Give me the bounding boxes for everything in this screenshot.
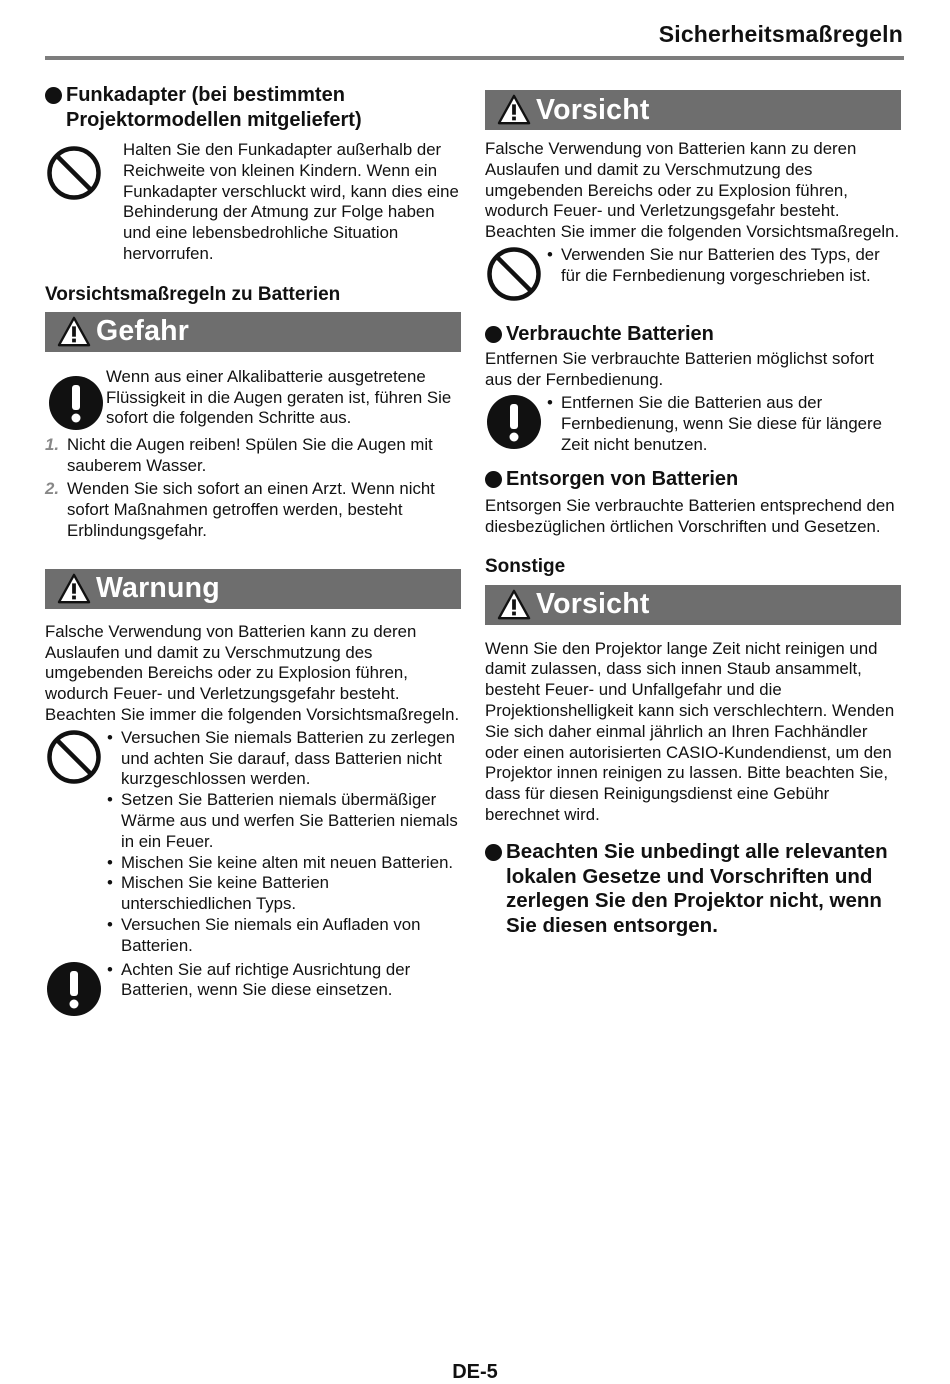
used-batteries-notice bbox=[485, 393, 901, 455]
caution-banner-label: Vorsicht bbox=[536, 588, 650, 621]
exclamation-icon bbox=[45, 375, 107, 431]
used-batteries-text: Entfernen Sie verbrauchte Batterien möglichst sofort aus der Fernbedienung. bbox=[485, 349, 874, 390]
warning-banner bbox=[45, 569, 461, 609]
list-item: • Mischen Sie keine alten mit neuen Batterien. bbox=[107, 853, 461, 874]
danger-step: 2. Wenden Sie sich sofort an einen Arzt. Wenn nicht sofort Maßnahmen getroffen werden, besteht Erblindungsgefahr. bbox=[45, 479, 435, 540]
prohibited-list bbox=[103, 728, 461, 957]
caution-text: Falsche Verwendung von Batterien kann zu deren Auslaufen und damit zu Verschmutzung des umgebenden Bereichs oder zu Explosion führen, wodurch Feuer- und Verletzungsgefahr besteht. Beachten Sie immer die folgenden Vorsichtsmaßregeln. bbox=[485, 139, 900, 242]
prohibited-icon bbox=[485, 246, 543, 302]
radio-adapter-text: Halten Sie den Funkadapter außerhalb der Reichweite von kleinen Kindern. Wenn ein Funkadapter verschluckt wird, kann dies eine Behinderung der Atmung zur Folge haben und eine lebensbedrohliche Situation hervorrufen. bbox=[123, 140, 459, 263]
caution-banner bbox=[485, 585, 901, 625]
prohibited-icon bbox=[45, 145, 103, 201]
page-number: DE-5 bbox=[452, 1361, 498, 1383]
other-heading: Sonstige bbox=[485, 555, 566, 577]
right-column bbox=[485, 80, 901, 939]
danger-banner bbox=[45, 312, 461, 352]
header-rule bbox=[45, 56, 904, 60]
warning-triangle-icon bbox=[57, 316, 91, 348]
danger-banner-label: Gefahr bbox=[96, 315, 190, 348]
disposal-text: Entsorgen Sie verbrauchte Batterien entsprechend den diesbezüglichen örtlichen Vorschriften und Gesetzen. bbox=[485, 495, 895, 536]
danger-notice bbox=[45, 367, 461, 431]
prohibited-icon bbox=[45, 729, 103, 785]
danger-text: Wenn aus einer Alkalibatterie ausgetretene Flüssigkeit in die Augen geraten ist, führen Sie sofort die folgenden Schritte aus. bbox=[106, 366, 452, 428]
cleaning-text: Wenn Sie den Projektor lange Zeit nicht reinigen und damit zulassen, dass sich innen Staub ansammelt, besteht Feuer- und Unfallgefahr und die Projektionshelligkeit kann sich verschlechtern. Wenden Sie sich daher einmal jährlich an Ihren Fachhändler oder einen autorisierten CASIO-Kundendienst, um den Projektor innen reinigen zu lassen. Bitte beachten Sie, dass für diesen Reinigungsdienst eine Gebühr berechnet wird. bbox=[485, 638, 895, 824]
list-item: • Achten Sie auf richtige Ausrichtung der Batterien, wenn Sie diese einsetzen. bbox=[107, 960, 461, 1002]
warning-mandatory bbox=[45, 960, 461, 1017]
list-item: • Entfernen Sie die Batterien aus der Fernbedienung, wenn Sie diese für längere Zeit nicht benutzen. bbox=[547, 393, 901, 455]
list-item: • Setzen Sie Batterien niemals übermäßiger Wärme aus und werfen Sie Batterien niemals in ein Feuer. bbox=[107, 790, 461, 852]
danger-steps bbox=[45, 435, 461, 542]
danger-step: 1. Nicht die Augen reiben! Spülen Sie die Augen mit sauberem Wasser. bbox=[45, 434, 433, 475]
warning-triangle-icon bbox=[57, 573, 91, 605]
warning-triangle-icon bbox=[497, 94, 531, 126]
list-item: • Verwenden Sie nur Batterien des Typs, der für die Fernbedienung vorgeschrieben ist. bbox=[547, 245, 901, 287]
exclamation-icon bbox=[485, 394, 543, 450]
bullet-dot-icon bbox=[485, 471, 502, 488]
disposal-heading-text: Entsorgen von Batterien bbox=[506, 468, 739, 491]
bullet-dot-icon bbox=[485, 326, 502, 343]
final-notice-heading bbox=[485, 840, 901, 939]
caution-list bbox=[543, 245, 901, 287]
warning-triangle-icon bbox=[497, 589, 531, 621]
page-header-title: Sicherheitsmaßregeln bbox=[658, 21, 903, 47]
caution-banner-label: Vorsicht bbox=[536, 93, 650, 126]
radio-adapter-heading-text: Funkadapter (bei bestimmten Projektormodellen mitgeliefert) bbox=[66, 84, 362, 131]
warning-banner-label: Warnung bbox=[96, 572, 220, 605]
list-item: • Mischen Sie keine Batterien unterschiedlichen Typs. bbox=[107, 873, 461, 915]
exclamation-icon bbox=[45, 961, 103, 1017]
caution-banner bbox=[485, 90, 901, 130]
list-item: • Versuchen Sie niemals ein Aufladen von Batterien. bbox=[107, 915, 461, 957]
warning-prohibited bbox=[45, 728, 461, 957]
used-batteries-heading-text: Verbrauchte Batterien bbox=[506, 322, 714, 345]
left-column bbox=[45, 80, 461, 1017]
caution-prohibited bbox=[485, 245, 901, 302]
used-batteries-list bbox=[543, 393, 901, 455]
warning-text: Falsche Verwendung von Batterien kann zu deren Auslaufen und damit zu Verschmutzung des umgebenden Bereichs oder zu Explosion führen, wodurch Feuer- und Verletzungsgefahr besteht. Beachten Sie immer die folgenden Vorsichtsmaßregeln. bbox=[45, 621, 460, 724]
bullet-dot-icon bbox=[485, 844, 502, 861]
mandatory-list bbox=[103, 960, 461, 1002]
battery-precautions-heading: Vorsichtsmaßregeln zu Batterien bbox=[45, 283, 341, 305]
final-notice-text: Beachten Sie unbedingt alle relevanten lokalen Gesetze und Vorschriften und zerlegen Sie den Projektor nicht, wenn Sie diesen entsorgen. bbox=[506, 839, 888, 938]
radio-adapter-heading bbox=[45, 83, 461, 132]
bullet-dot-icon bbox=[45, 87, 62, 104]
list-item: • Versuchen Sie niemals Batterien zu zerlegen und achten Sie darauf, dass Batterien nicht kurzgeschlossen werden. bbox=[107, 728, 461, 790]
radio-adapter-notice bbox=[45, 140, 461, 265]
disposal-heading bbox=[485, 467, 901, 492]
used-batteries-heading bbox=[485, 322, 901, 347]
